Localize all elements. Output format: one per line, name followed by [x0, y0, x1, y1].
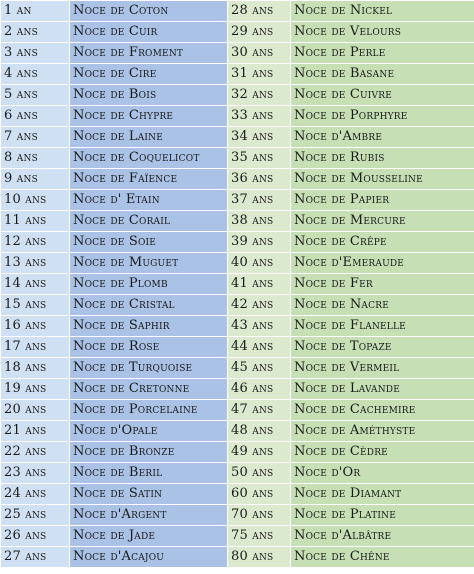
right-years-cell: 34 ans: [228, 127, 291, 148]
left-anniversary-name-cell: Noce de Laine: [70, 127, 228, 148]
table-row: [1, 505, 474, 526]
left-anniversary-name-cell: Noce de Coquelicot: [70, 148, 228, 169]
right-years-cell: 45 ans: [228, 358, 291, 379]
left-years-cell: 23 ans: [1, 463, 70, 484]
left-anniversary-name-cell: Noce de Rose: [70, 337, 228, 358]
table-row: [1, 232, 474, 253]
left-years-cell: 11 ans: [1, 211, 70, 232]
right-years-cell: 33 ans: [228, 106, 291, 127]
left-years-cell: 25 ans: [1, 505, 70, 526]
right-anniversary-name-cell: Noce de Vermeil: [291, 358, 474, 379]
right-anniversary-name-cell: Noce de Mercure: [291, 211, 474, 232]
left-years-cell: 22 ans: [1, 442, 70, 463]
right-anniversary-name-cell: Noce de Platine: [291, 505, 474, 526]
left-anniversary-name-cell: Noce de Froment: [70, 43, 228, 64]
table-row: [1, 316, 474, 337]
table-row: [1, 253, 474, 274]
table-row: [1, 169, 474, 190]
right-anniversary-name-cell: Noce d'Albâtre: [291, 526, 474, 547]
right-years-cell: 49 ans: [228, 442, 291, 463]
left-anniversary-name-cell: Noce de Jade: [70, 526, 228, 547]
table-row: [1, 148, 474, 169]
left-years-cell: 13 ans: [1, 253, 70, 274]
left-anniversary-name-cell: Noce de Muguet: [70, 253, 228, 274]
table-row: [1, 547, 474, 568]
table-row: [1, 295, 474, 316]
table-row: [1, 1, 474, 22]
right-anniversary-name-cell: Noce de Flanelle: [291, 316, 474, 337]
right-anniversary-name-cell: Noce de Cachemire: [291, 400, 474, 421]
right-years-cell: 29 ans: [228, 22, 291, 43]
right-years-cell: 36 ans: [228, 169, 291, 190]
left-anniversary-name-cell: Noce d' Etain: [70, 190, 228, 211]
left-years-cell: 3 ans: [1, 43, 70, 64]
right-anniversary-name-cell: Noce de Mousseline: [291, 169, 474, 190]
right-anniversary-name-cell: Noce de Porphyre: [291, 106, 474, 127]
right-anniversary-name-cell: Noce de Diamant: [291, 484, 474, 505]
left-years-cell: 16 ans: [1, 316, 70, 337]
left-anniversary-name-cell: Noce de Faïence: [70, 169, 228, 190]
right-years-cell: 60 ans: [228, 484, 291, 505]
left-anniversary-name-cell: Noce de Coton: [70, 1, 228, 22]
right-anniversary-name-cell: Noce de Fer: [291, 274, 474, 295]
table-row: [1, 463, 474, 484]
left-years-cell: 8 ans: [1, 148, 70, 169]
right-years-cell: 46 ans: [228, 379, 291, 400]
right-years-cell: 35 ans: [228, 148, 291, 169]
right-years-cell: 38 ans: [228, 211, 291, 232]
left-anniversary-name-cell: Noce de Chypre: [70, 106, 228, 127]
left-anniversary-name-cell: Noce d'Acajou: [70, 547, 228, 568]
right-years-cell: 43 ans: [228, 316, 291, 337]
table-row: [1, 85, 474, 106]
table-row: [1, 274, 474, 295]
table-row: [1, 358, 474, 379]
anniversary-table-body: [1, 1, 474, 568]
right-years-cell: 70 ans: [228, 505, 291, 526]
right-years-cell: 28 ans: [228, 1, 291, 22]
table-row: [1, 106, 474, 127]
table-row: [1, 22, 474, 43]
left-years-cell: 27 ans: [1, 547, 70, 568]
table-row: [1, 484, 474, 505]
left-years-cell: 5 ans: [1, 85, 70, 106]
right-anniversary-name-cell: Noce d'Emeraude: [291, 253, 474, 274]
left-years-cell: 14 ans: [1, 274, 70, 295]
table-row: [1, 337, 474, 358]
table-row: [1, 400, 474, 421]
left-years-cell: 12 ans: [1, 232, 70, 253]
left-years-cell: 2 ans: [1, 22, 70, 43]
left-anniversary-name-cell: Noce de Cristal: [70, 295, 228, 316]
right-anniversary-name-cell: Noce de Cèdre: [291, 442, 474, 463]
left-anniversary-name-cell: Noce de Cire: [70, 64, 228, 85]
left-anniversary-name-cell: Noce de Porcelaine: [70, 400, 228, 421]
table-row: [1, 379, 474, 400]
right-anniversary-name-cell: Noce de Papier: [291, 190, 474, 211]
right-years-cell: 80 ans: [228, 547, 291, 568]
left-anniversary-name-cell: Noce de Cuir: [70, 22, 228, 43]
right-years-cell: 42 ans: [228, 295, 291, 316]
right-anniversary-name-cell: Noce de Lavande: [291, 379, 474, 400]
right-anniversary-name-cell: Noce de Chêne: [291, 547, 474, 568]
left-years-cell: 10 ans: [1, 190, 70, 211]
left-anniversary-name-cell: Noce de Plomb: [70, 274, 228, 295]
left-years-cell: 6 ans: [1, 106, 70, 127]
table-row: [1, 442, 474, 463]
left-years-cell: 18 ans: [1, 358, 70, 379]
right-years-cell: 41 ans: [228, 274, 291, 295]
left-anniversary-name-cell: Noce de Corail: [70, 211, 228, 232]
left-anniversary-name-cell: Noce de Satin: [70, 484, 228, 505]
table-row: [1, 127, 474, 148]
left-years-cell: 15 ans: [1, 295, 70, 316]
table-row: [1, 190, 474, 211]
right-anniversary-name-cell: Noce de Topaze: [291, 337, 474, 358]
right-anniversary-name-cell: Noce de Nacre: [291, 295, 474, 316]
right-anniversary-name-cell: Noce de Crêpe: [291, 232, 474, 253]
left-years-cell: 1 an: [1, 1, 70, 22]
table-row: [1, 43, 474, 64]
table-row: [1, 526, 474, 547]
left-anniversary-name-cell: Noce de Turquoise: [70, 358, 228, 379]
left-anniversary-name-cell: Noce de Bois: [70, 85, 228, 106]
left-years-cell: 26 ans: [1, 526, 70, 547]
right-anniversary-name-cell: Noce de Perle: [291, 43, 474, 64]
left-anniversary-name-cell: Noce de Bronze: [70, 442, 228, 463]
right-years-cell: 32 ans: [228, 85, 291, 106]
right-anniversary-name-cell: Noce d'Ambre: [291, 127, 474, 148]
left-anniversary-name-cell: Noce de Beril: [70, 463, 228, 484]
right-years-cell: 47 ans: [228, 400, 291, 421]
right-anniversary-name-cell: Noce de Cuivre: [291, 85, 474, 106]
left-anniversary-name-cell: Noce de Saphir: [70, 316, 228, 337]
right-anniversary-name-cell: Noce de Nickel: [291, 1, 474, 22]
left-years-cell: 7 ans: [1, 127, 70, 148]
right-anniversary-name-cell: Noce d'Or: [291, 463, 474, 484]
right-years-cell: 39 ans: [228, 232, 291, 253]
right-anniversary-name-cell: Noce de Améthyste: [291, 421, 474, 442]
left-years-cell: 21 ans: [1, 421, 70, 442]
left-years-cell: 20 ans: [1, 400, 70, 421]
right-anniversary-name-cell: Noce de Rubis: [291, 148, 474, 169]
right-anniversary-name-cell: Noce de Basane: [291, 64, 474, 85]
right-years-cell: 75 ans: [228, 526, 291, 547]
left-years-cell: 17 ans: [1, 337, 70, 358]
left-anniversary-name-cell: Noce de Cretonne: [70, 379, 228, 400]
left-years-cell: 9 ans: [1, 169, 70, 190]
right-anniversary-name-cell: Noce de Velours: [291, 22, 474, 43]
left-years-cell: 24 ans: [1, 484, 70, 505]
right-years-cell: 50 ans: [228, 463, 291, 484]
table-row: [1, 211, 474, 232]
right-years-cell: 31 ans: [228, 64, 291, 85]
left-years-cell: 19 ans: [1, 379, 70, 400]
left-years-cell: 4 ans: [1, 64, 70, 85]
right-years-cell: 30 ans: [228, 43, 291, 64]
right-years-cell: 44 ans: [228, 337, 291, 358]
right-years-cell: 40 ans: [228, 253, 291, 274]
table-row: [1, 64, 474, 85]
left-anniversary-name-cell: Noce d'Opale: [70, 421, 228, 442]
left-anniversary-name-cell: Noce de Soie: [70, 232, 228, 253]
table-row: [1, 421, 474, 442]
right-years-cell: 37 ans: [228, 190, 291, 211]
left-anniversary-name-cell: Noce d'Argent: [70, 505, 228, 526]
right-years-cell: 48 ans: [228, 421, 291, 442]
